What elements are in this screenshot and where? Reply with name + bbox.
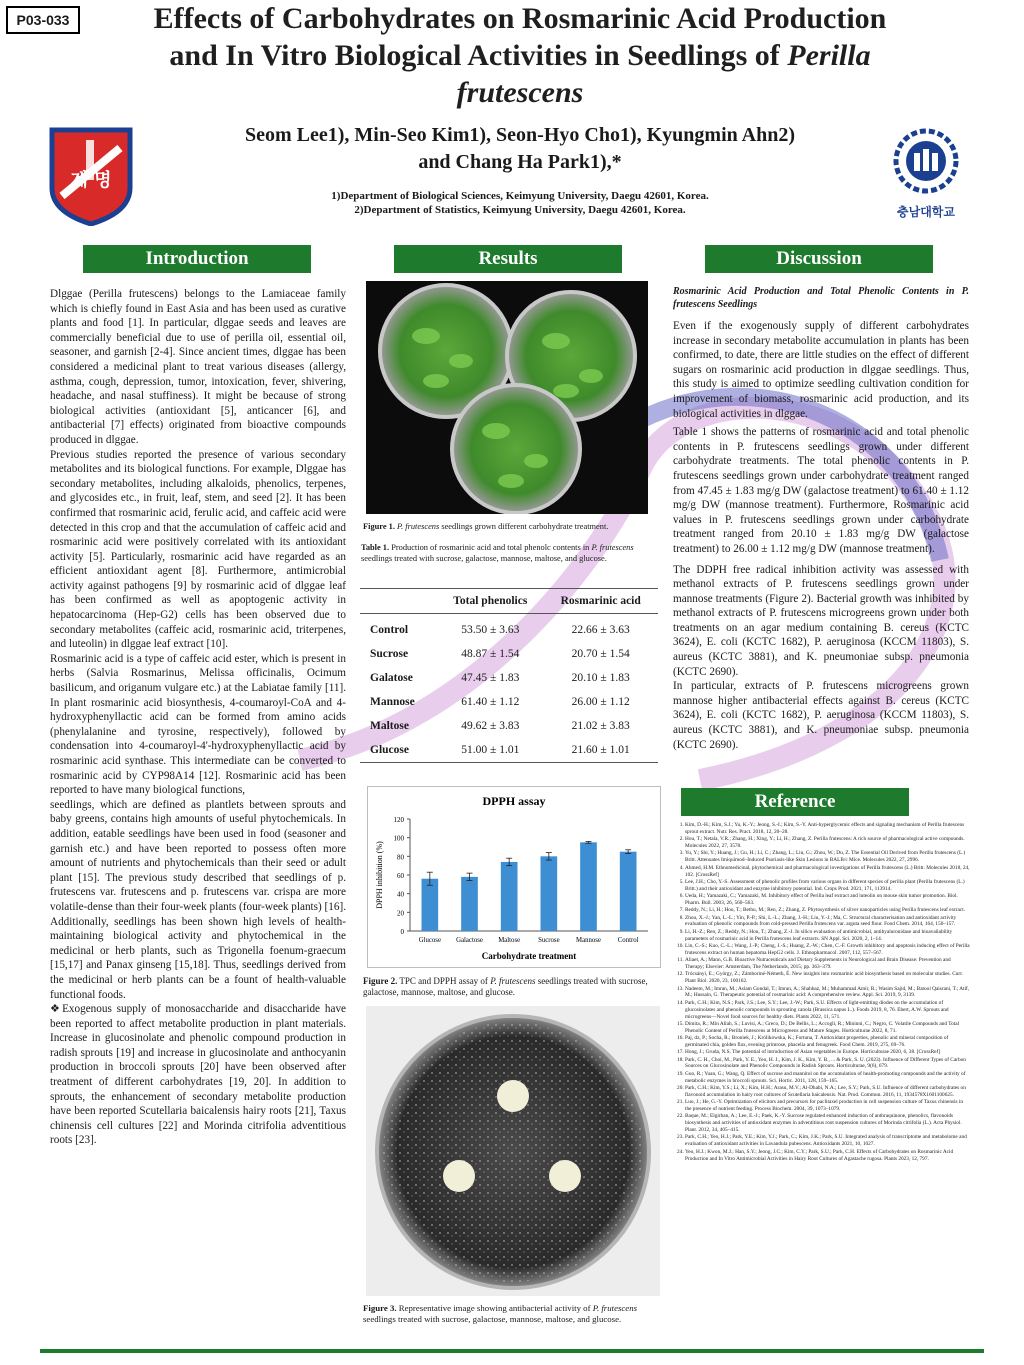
reference-item: 15. Dimita, R.; Min Allah, S.; Luvisi, A.; Greco, D.; De Bellis, L.; Accogli, R.; Mininni, C.; Negro, C. Volatile Compounds and Total Phenolic Content of Perilla frutescens at Microgreens and Mature Stages. Horticulturae 2022, 8, 71.: [685, 1021, 970, 1035]
table-row-label: Sucrose: [370, 648, 409, 660]
reference-item: 12. Trócsányi, E.; György, Z.; Zámboriné-Németh, É. New insights into rosmarinic acid biosynthesis based on molecular studies. Curr. Plant Biol. 2020, 23, 100162.: [685, 971, 970, 985]
poster-title: [100, 0, 940, 111]
figure-2-label: Figure 2.: [363, 976, 398, 986]
figure-3-label: Figure 3.: [363, 1303, 397, 1313]
reference-ordered-list: [672, 822, 970, 1162]
authors-line-2: and Chang Ha Park1),*: [418, 151, 622, 173]
discussion-paragraph-3: The DDPH free radical inhibition activity was assessed with methanol extracts of P. frutescens seedlings grown under mannose treatments (Figure 2). Bacterial growth was inhibited by methanol extracts of P. frutescens microgreens grown under both treatments on an agar medium containing B. cereus (KCTC 3624), E. coli (KCTC 1682), P. aeruginosa (KCCM 11803), S. aureus (KCTC 3881), and K. pneumoniae subsp. pneumonia (KCTC 2690).: [673, 563, 969, 678]
table-row: [360, 614, 658, 643]
table-cell: 47.45 ± 1.83: [461, 672, 520, 684]
y-axis-label: DPPH inhibition (%): [375, 841, 384, 909]
table-row: [360, 738, 658, 763]
reference-item: 5. Lee, J.H.; Cho, Y.-S. Assessment of phenolic profiles from various organs in different species of perilla plant (Perilla frutescens (L.) Britt.) and their antioxidant and enzyme inhibitory potential. Ind. Crops Prod. 2021, 171, 113914.: [685, 879, 970, 893]
table-cell: 49.62 ± 3.83: [461, 720, 520, 732]
table-header-row: [360, 589, 658, 614]
figure-1-photo: [366, 281, 648, 514]
table-cell: 61.40 ± 1.12: [461, 696, 520, 708]
discussion-paragraph-4: In particular, extracts of P. frutescens microgreens grown mannose higher antibacterial effects against B. cereus (KCTC 3624), E. coli (KCTC 1682), P. aeruginosa (KCCM 11803), S. aureus (KCTC 3881), and K. pneumoniae subsp. pneumonia (KCTC 2690).: [673, 680, 969, 751]
reference-item: 9. Li, H.-Z.; Ren, Z.; Reddy, N.; Hou, T.; Zhang, Z.-J. In silico evaluation of antimicrobial, antihyaluronidase and bioavailability parameters of rosmarinic acid in Perilla frutescens leaf extracts. SN Appl. Sci. 2020, 2, 1–14.: [685, 929, 970, 943]
figure-1-label: Figure 1.: [363, 522, 395, 531]
table-1: [360, 588, 658, 763]
x-tick-label: Glucose: [418, 937, 441, 944]
figure-3-caption-pre: Representative image showing antibacterial activity of: [396, 1303, 593, 1313]
x-tick-label: Galactose: [456, 937, 483, 944]
reference-item: 7. Reddy, N.; Li, H.; Hou, T.; Bethu, M.; Ren, Z.; Zhang, Z. Phytosynthesis of silver nanoparticles using Perilla frutescens leaf extract.: [685, 907, 970, 914]
title-line-1: Effects of Carbohydrates on Rosmarinic Acid Production: [153, 2, 887, 35]
reference-item: 4. Ahmed, H.M. Ethnomedicinal, phytochemical and pharmacological investigations of Perilla frutescens (L.) Britt. Molecules 2018, 24, 102. [CrossRef]: [685, 865, 970, 879]
figure-2-caption-post: seedlings treated with sucrose, galactose, mannose, maltose, and glucose.: [363, 976, 648, 997]
reference-item: 20. Park, C.H.; Kim, Y.S.; Li, X.; Kim, H.H.; Arasu, M.V.; Al-Dhabi, N.A.; Lee, S.Y.; Park, S.U. Influence of different carbohydrates on flavonoid accumulation in hairy root cultures of Scutellaria baicalensis. Nat. Prod. Commun. 2016, 11, 1934578X1601100625.: [685, 1085, 970, 1099]
title-line-2-text: and In Vitro Biological Activities in Seedlings of: [169, 39, 788, 72]
x-tick-label: Mannose: [576, 937, 601, 944]
table-row: [360, 714, 658, 738]
reference-item: 6. Ueda, H.; Yamazaki, C.; Yamazaki, M. Inhibitory effect of Perilla leaf extract and luteolin on mouse skin tumor promotion. Biol. Pharm. Bull. 2003, 26, 560–563.: [685, 893, 970, 907]
section-header-discussion: Discussion: [705, 245, 933, 273]
chart-title: DPPH assay: [482, 794, 546, 808]
reference-item: 10. Lin, C.-S.; Kuo, C.-L.; Wang, J.-P.; Cheng, J.-S.; Huang, Z.-W.; Chen, C.-F. Growth inhibitory and apoptosis inducing effect of Perilla frutescens extract on human hepatoma HepG2 cells. J. Ethnopharmacol. 2007, 112, 557–567.: [685, 943, 970, 957]
reference-item: 3. Yu, Y.; Shi, Y.; Huang, J.; Gu, H.; Li, C.; Zhang, L.; Liu, G.; Zhou, W.; Du, Z. The Essential Oil Derived from Perilla frutescens (L.) Britt. Attenuates Imiquimod–Induced Psoriasis-like Skin Lesions in BALB/c Mice. Molecules 2022, 27, 2996.: [685, 850, 970, 864]
discussion-subtitle: Rosmarinic Acid Production and Total Phenolic Contents in P. frutescens Seedlings: [673, 286, 969, 310]
intro-paragraph-3: Rosmarinic acid is a type of caffeic acid ester, which is present in herbs (Salvia Rosmarinus, Melissa officinalis, Ocimum basilicum, and origanum vulgare etc.) at the Labiatae family [11]. In plant rosmarinic acid biosynthesis, 4-coumaroyl-CoA and 4-hydroxyphenyllactic acid can be formed from amino acids (phenylalanine and tyrosine, respectively), followed by condensation into 4-coumaroyl-4'-hydroxyphenyllactic acid by rosmarinic acid synthase. This intermediate can be converted to rosmarinic acid by CYP98A14 [12]. Rosmarinic acid has been reported to have many biological functions,: [50, 652, 346, 797]
reference-item: 17. Hong, J.; Gruda, N.S. The potential of introduction of Asian vegetables in Europe. Horticulturae 2020, 6, 38. [CrossRef]: [685, 1049, 970, 1056]
table-cell: 21.60 ± 1.01: [571, 744, 630, 756]
y-tick-label: 120: [393, 816, 404, 824]
author-list: [140, 122, 900, 176]
reference-item: 18. Park, C. H., Choi, M., Park, Y. E., Yeo, H. J., Kim, J. K., Kim, Y. B., ... & Park, S. U. (2023). Influence of Different Types of Carbon Sources on Glucosinolate and Phenolic Compounds in Radish Sprouts. Horticulturae, 9(6), 679.: [685, 1057, 970, 1071]
dpph-chart: [368, 787, 660, 967]
reference-item: 14. Park, C.H.; Kim, N.S.; Park, J.S.; Lee, S.Y.; Lee, J.-W.; Park, S.U. Effects of light-emitting diodes on the accumulation of glucosinolates and phenolic compounds in sprouting canola (Brassica napus L.). Foods 2019, 8, 76. Ebert, A.W. Sprouts and microgreens—Novel food sources for healthy diets. Plants 2022, 11, 571.: [685, 1000, 970, 1021]
intro-paragraph-2: Previous studies reported the presence of various secondary metabolites and its biological functions. For example, Dlggae has secondary metabolites, including alkaloids, phenolics, terpenes, and glycosides etc., in fruit, leaf, stem, and seed [2]. It has been confirmed that rosmarinic acid, ferulic acid, and caffeic acid were detected in this crop and that the accumulation of caffeic acid and rosmarinic acid were positively correlated with its antioxidant activity [5]. Particularly, rosmarinic acid have regarded as an efficient antioxidant agent [8]. Furthermore, antimicrobial activity against pathogens [9] by rosmarinic acid of dlggae leaf has been confirmed as well as apoptogenic activity in hepatocarcinoma (Hep-G2) cells has been observed due to secondary metabolites (caffeic acid, rosmarinic acid, triterpenes, and luteolin) in dlggae leaf extract [10].: [50, 448, 346, 651]
x-tick-label: Maltose: [498, 937, 521, 944]
intro-paragraph-1: Dlggae (Perilla frutescens) belongs to the Lamiaceae family which is chiefly found in East Asia and has been used as curative plants and food [1]. In particular, dlggae seeds and leaves are commercially beneficial due to use of perilla oil, essential oil, seasoner, and garnish [2-4]. Since ancient times, dlggae has been considered a medicinal plant to treat various diseases (allergy, asthma, cough, depression, tumor, intoxication, fever, shivering, headache, and nasal stuffiness). It might be because of strong biological activities (antioxidant [5], anticancer [6], and antibacterial [7] effects) originated from bioactive compounds produced in dlggae.: [50, 288, 346, 446]
table-row-label: Galatose: [370, 672, 413, 684]
figure-2-caption: [363, 976, 659, 998]
table-row: [360, 666, 658, 690]
section-header-introduction: Introduction: [83, 245, 311, 273]
table-row: [360, 690, 658, 714]
table-1-species: P. frutescens: [591, 543, 634, 552]
title-line-3: [100, 74, 940, 111]
table-cell: 48.87 ± 1.54: [461, 648, 520, 660]
table-row-label: Mannose: [370, 696, 415, 708]
bar-sucrose: [541, 856, 558, 931]
affiliations: [160, 189, 880, 217]
bar-control: [620, 852, 637, 931]
table-cell: 20.10 ± 1.83: [571, 672, 630, 684]
table-header-blank: [360, 589, 437, 614]
reference-item: 13. Nadeem, M.; Imran, M.; Aslam Gondal, T.; Imran, A.; Shahbaz, M.; Muhammad Amir, R.; Wasim Sajid, M.; Batool Qaisrani, T.; Atif, M.; Hussain, G. Therapeutic potential of rosmarinic acid: A comprehensive review. Appl. Sci. 2019, 9, 3139.: [685, 986, 970, 1000]
figure-3-caption: [363, 1303, 659, 1325]
figure-2-caption-pre: TPC and DPPH assay of: [397, 976, 491, 986]
y-tick-label: 60: [397, 872, 404, 880]
table-header-total-phenolics: Total phenolics: [437, 589, 543, 614]
table-row: [360, 642, 658, 666]
chungnam-logo: [886, 123, 966, 223]
figure-1-caption-text: seedlings grown different carbohydrate treatment.: [439, 522, 609, 531]
dpph-chart-frame: [367, 786, 661, 968]
table-cell: 22.66 ± 3.63: [571, 624, 630, 636]
discussion-paragraph-1: Even if the exogenously supply of different carbohydrates increase in secondary metabolite accumulation in plants has been confirmed, to date, there are little studies on the effect of different sugars on rosmarinic acid production in dlggae seedlings. Thus, this study is aimed to optimize seedling cultivation condition for improvement of biomass, rosmarinic acid production, and its biological activities in dlggae.: [673, 320, 969, 420]
figure-2-species: P. frutescens: [490, 976, 536, 986]
figure-1-species: P. frutescens: [397, 522, 440, 531]
reference-item: 23. Park, C.H.; Yeo, H.J.; Park, Y.E.; Kim, Y.J.; Park, C.; Kim, J.K.; Park, S.U. Integrated analysis of transcriptome and metabolome and evaluation of antioxidant activities in Lavandula pubescens. Antioxidants 2021, 10, 1027.: [685, 1134, 970, 1148]
x-tick-label: Control: [617, 937, 639, 944]
reference-item: 1. Kim, D.-H.; Kim, S.J.; Yu, K.-Y.; Jeong, S.-I.; Kim, S.-Y. Anti-hyperglycemic effects and signaling mechanism of Perilla frutescens sprout extract. Nutr. Res. Pract. 2018, 12, 20–28.: [685, 822, 970, 836]
reference-item: 21. Luo, J.; He, G.-Y. Optimization of elicitors and precursors for paclitaxel production in cell suspension culture of Taxus chinensis in the presence of nutrient feeding. Process Biochem. 2004, 39, 1073–1079.: [685, 1099, 970, 1113]
reference-item: 19. Guo, R.; Yuan, G.; Wang, Q. Effect of sucrose and mannitol on the accumulation of health-promoting compounds and the activity of metabolic enzymes in broccoli sprouts. Sci. Hortic. 2011, 128, 159–165.: [685, 1071, 970, 1085]
reference-item: 11. Aliaet, A.; Mann, G.B. Bioactive Nutraceuticals and Dietary Supplements in Neurological and Brain Disease: Prevention and Therapy; Elsevier: Amsterdam, The Netherlands, 2015; pp. 363–379.: [685, 957, 970, 971]
keimyung-logo: [48, 126, 134, 226]
reference-list: [672, 822, 970, 1163]
bottom-rule: [40, 1349, 984, 1353]
table-1-caption-pre: Production of rosmarinic acid and total phenolc contents in: [389, 543, 592, 552]
y-tick-label: 40: [397, 890, 404, 899]
table-row-label: Control: [370, 624, 409, 636]
figure-3-caption-post: seedlings treated with sucrose, galactose, mannose, maltose, and glucose.: [363, 1313, 622, 1324]
poster-id: P03-033: [6, 6, 80, 34]
table-cell: 51.00 ± 1.01: [461, 744, 520, 756]
reference-item: 2. Hou, T.; Netala, V.R.; Zhang, H.; Xing, Y.; Li, H.; Zhang, Z. Perilla frutescens: A rich source of pharmacological active compounds. Molecules 2022, 27, 3578.: [685, 836, 970, 850]
y-tick-label: 0: [400, 928, 404, 936]
table-row-label: Maltose: [370, 720, 409, 732]
reference-item: 8. Zhou, X.-J.; Yan, L.-L.; Yin, P.-P.; Shi, L.-L.; Zhang, J.-H.; Liu, Y.-J.; Ma, C. Structural characterisation and antioxidant activity evaluation of phenolic compounds from cold-pressed Perilla frutescens var. arguta seed flour. Food Chem. 2014, 164, 150–157.: [685, 915, 970, 929]
section-header-reference: Reference: [681, 788, 909, 816]
figure-3-photo: [366, 1006, 660, 1296]
table-row-label: Glucose: [370, 744, 409, 756]
discussion-paragraph-2: Table 1 shows the patterns of rosmarinic acid and total phenolic contents in P. frutescens seedlings grown under different carbohydrate treatments. The total phenolic contents in P. frutescens seedlings grown under carbohydrate treatment ranged from 47.45 ± 1.83 mg/g DW (galactose treatment) to 61.40 ± 1.12 mg/g DW (mannose treatment). Furthermore, Rosmarinic acid values in P. frutescens seedlings grown under carbohydrate treatment ranged from 20.10 ± 1.83 mg/g DW (galactose treatment) to 26.00 ± 1.12 mg/g DW (mannose treatment).: [673, 426, 969, 555]
keimyung-logo-text: 계 명: [70, 170, 112, 191]
table-1-caption: [361, 543, 659, 564]
discussion-text: [673, 285, 969, 752]
bar-glucose: [422, 879, 439, 931]
intro-paragraph-5: ❖Exogenous supply of monosaccharide and disaccharide have been reported to affect metabolite production in plant materials. Increase in glucosinolate and phenolic compound production in radish sprouts [19] and increase in glucosinolate and anthocyanin production in broccoli sprouts [20] have been observed after treatment of different carbohydrates [19, 20]. In addition to sprouts, the enhancement of secondary metabolite production have been reported Scutellaria baicalensis hairy roots [21], Taxus chinensis cell cultures [22] and Morinda citrifolia adventitious roots [23].: [50, 1003, 346, 1147]
chungnam-logo-text: 충남대학교: [897, 205, 955, 219]
table-1-label: Table 1.: [361, 543, 390, 552]
y-tick-label: 20: [397, 909, 404, 918]
reference-item: 22. Baque, M.; Elgirban, A.; Lee, E.-J.; Paek, K.-Y. Sucrose regulated enhanced induction of anthraquinone, phenolics, flavonoids biosynthesis and activities of antioxidant enzymes in adventitious root suspension cultures of Morinda citrifolia (L.). Acta Physiol. Plant. 2012, 34, 405–415.: [685, 1113, 970, 1134]
x-axis-label: Carbohydrate treatment: [481, 951, 577, 961]
affiliation-1: 1)Department of Biological Sciences, Keimyung University, Daegu 42601, Korea.: [331, 190, 709, 202]
y-tick-label: 80: [397, 853, 404, 862]
table-cell: 53.50 ± 3.63: [461, 624, 520, 636]
y-tick-label: 100: [393, 834, 404, 843]
authors-line-1: Seom Lee1), Min-Seo Kim1), Seon-Hyo Cho1), Kyungmin Ahn2): [244, 124, 796, 146]
table-cell: 21.02 ± 3.83: [571, 720, 630, 732]
table-cell: 26.00 ± 1.12: [571, 696, 630, 708]
section-header-results: Results: [394, 245, 622, 273]
intro-paragraph-4: seedlings, which are defined as plantlets between sprouts and baby greens, contains high amounts of useful phytochemicals. In addition, eatable seedlings have been used in food (seasoner and garnish etc.) and have been reported to possess often more amount of nutrients and phytochemicals than their seed or adult plant [15]. The previous study described that seedlings of p. frutescens var. frutescens and p. frutescens var. crispa are more volatile-dense than their four-week plants (four-week plants) [16]. Additionally, seedlings has been shown high levels of health-maintaining biological activity and phytochemical in the medicinal or herb plants, such as Trigonella foenum-graecum [15,17] and Panax ginseng [15,18]. Thus, seedlings derived from the medicinal or herb plants can be a fount of health-valuable functional foods.: [50, 798, 346, 1001]
table-header-rosmarinic-acid: Rosmarinic acid: [543, 589, 658, 614]
bar-mannose: [580, 842, 597, 931]
table-1-caption-post: seedlings treated with sucrose, galactose, mannose, maltose, and glucose.: [361, 553, 607, 563]
figure-3-species: P. frutescens: [592, 1303, 638, 1313]
title-species-epithet: frutescens: [456, 76, 584, 109]
title-species-genus: Perilla: [787, 39, 871, 72]
introduction-text: [50, 287, 346, 1148]
table-cell: 20.70 ± 1.54: [571, 648, 630, 660]
x-tick-label: Sucrose: [538, 937, 560, 944]
bar-galactose: [461, 877, 478, 931]
title-line-2: [100, 37, 940, 74]
bar-maltose: [501, 862, 518, 931]
reference-item: 16. Paj, dz, P.; Socha, R.; Broniek, J.; Królikowska, K.; Fortuna, T. Antioxidant properties, phenolic and mineral composition of germinated chia, golden flax, evening primrose, phacelia and fenugreek. Food Chem. 2019, 275, 69–76.: [685, 1035, 970, 1049]
reference-item: 24. Yeo, H.J.; Kwon, M.J.; Han, S.Y.; Jeong, J.C.; Kim, C.Y.; Park, S.U.; Park, C.H. Effects of Carbohydrates on Rosmarinic Acid Production and In Vitro Antimicrobial Activities in Hairy Root Cultures of Agastache rugosa. Plants 2023, 12, 797.: [685, 1149, 970, 1163]
affiliation-2: 2)Department of Statistics, Keimyung University, Daegu 42601, Korea.: [354, 204, 686, 216]
figure-1-caption: [363, 522, 659, 533]
